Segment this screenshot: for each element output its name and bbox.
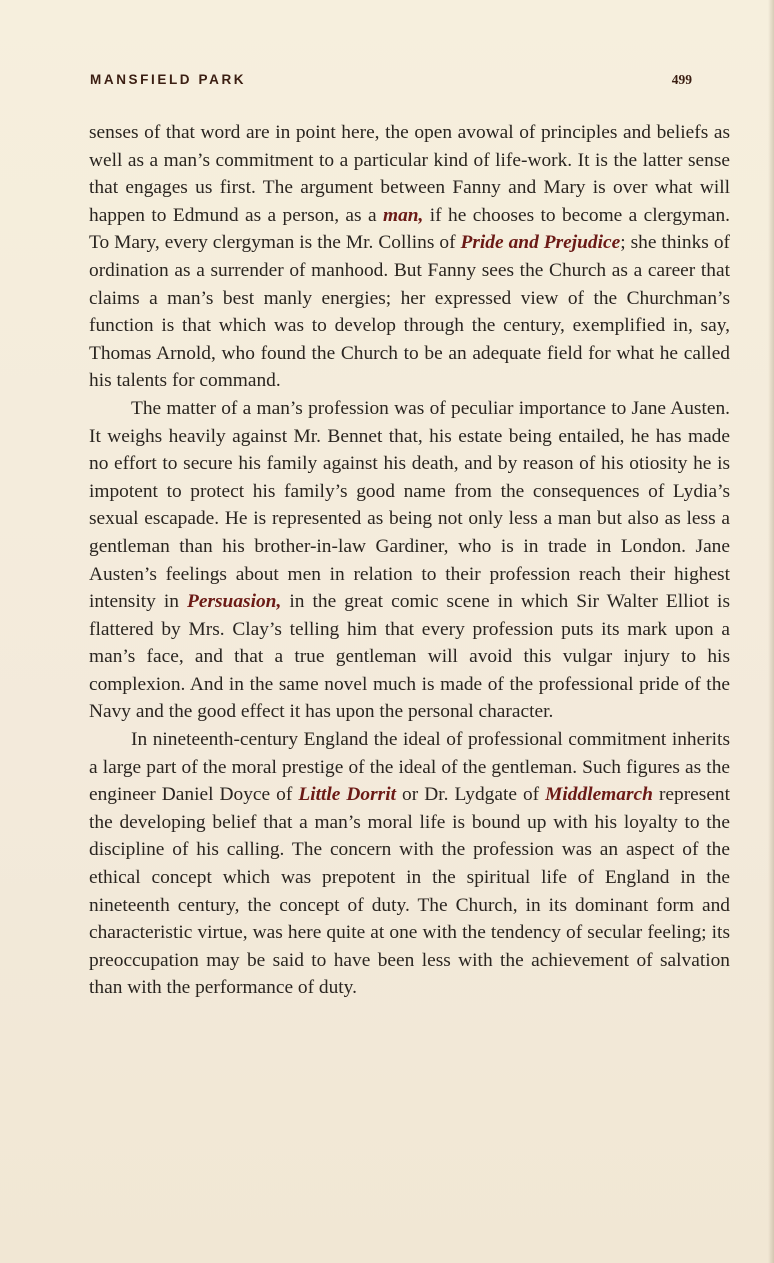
- book-title-middlemarch: Middlemarch: [545, 784, 653, 806]
- paragraph-1: [89, 119, 730, 395]
- text-span: senses of that word are in point here, the open avowal of principles and beliefs as well as a man’s commitment to a particular kind of life-work. It is the latter sense that engages us first. The argument between Fanny and Mary is over what will happen to Edmund as a person, as a: [89, 122, 730, 226]
- body-text: [89, 119, 730, 1002]
- paragraph-3: [89, 726, 730, 1002]
- emphasis-man: man,: [382, 204, 424, 226]
- text-span: or Dr. Lydgate of: [395, 784, 546, 806]
- text-span: ; she thinks of ordination as a surrender of manhood. But Fanny sees the Church as a career that claims a man’s best manly energies; her expressed view of the Churchman’s function is that which was to develop through the century, exemplified in, say, Thomas Arnold, who found the Church to be an adequate field for what he called his talents for command.: [89, 232, 730, 392]
- text-span: In nineteenth-century England the ideal of professional commitment inherits a large part of the moral prestige of the ideal of the gentleman. Such figures as the engineer Daniel Doyce of: [89, 729, 730, 806]
- book-title-persuasion: Persuasion,: [187, 591, 282, 613]
- text-span: The matter of a man’s profession was of peculiar importance to Jane Austen. It weighs heavily against Mr. Bennet that, his estate being entailed, he has made no effort to secure his family against his death, and by reason of his otiosity he is impotent to protect his family’s good name from the consequences of Lydia’s sexual escapade. He is represented as being not only less a man but also as less a gentleman than his brother-in-law Gardiner, who is in trade in London. Jane Austen’s feelings about men in relation to their profession reach their highest intensity in: [89, 397, 730, 613]
- book-title-little-dorrit: Little Dorrit: [298, 784, 396, 806]
- page-number: 499: [671, 72, 692, 87]
- running-head: [90, 72, 692, 96]
- text-span: represent the developing belief that a man’s moral life is bound up with his loyalty to the discipline of his calling. The concern with the profession was an aspect of the ethical concept which was prepotent in the spiritual life of England in the nineteenth century, the concept of duty. The Church, in its dominant form and characteristic virtue, was here quite at one with the tendency of secular feeling; its preoccupation may be said to have been less with the achievement of salvation than with the performance of duty.: [89, 784, 731, 999]
- book-title: MANSFIELD PARK: [90, 72, 247, 87]
- book-title-pride-and-prejudice: Pride and Prejudice: [460, 232, 621, 254]
- text-span: if he chooses to become a clergyman. To Mary, every clergyman is the Mr. Collins of: [89, 204, 730, 254]
- text-span: in the great comic scene in which Sir Walter Elliot is flattered by Mrs. Clay’s telling him that every profession puts its mark upon a man’s face, and that a true gentleman will avoid this vulgar injury to his complexion. And in the same novel much is made of the professional pride of the Navy and the good effect it has upon the personal character.: [89, 591, 730, 723]
- paragraph-2: [89, 395, 730, 726]
